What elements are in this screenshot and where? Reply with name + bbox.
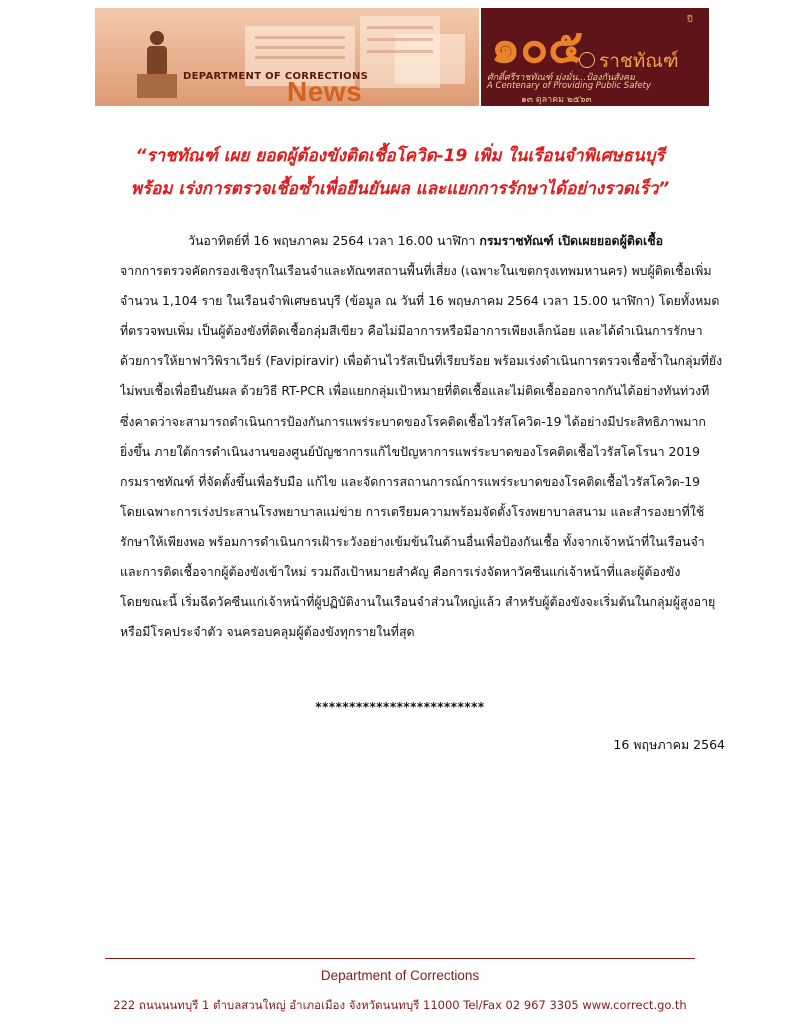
headline-line-1: “ราชทัณฑ์ เผย ยอดผู้ต้องขังติดเชื้อโควิด-19 เพิ่ม ในเรือนจำพิเศษธนบุรี: [135, 146, 665, 166]
slogan-thai: ศักดิ์ศรีราชทัณฑ์ มุ่งมั่น...ป้องกันสังคม: [487, 73, 636, 83]
body-line: หรือมีโรคประจำตัว จนครอบคลุมผู้ต้องขังทุกรายในที่สุด: [120, 624, 415, 640]
body-line: ไม่พบเชื้อเพื่อยืนยันผล ด้วยวิธี RT-PCR เพื่อแยกกลุ่มเป้าหมายที่ติดเชื้อและไม่ติดเชื้อออกจากกันได้อย่างทันท่วงที: [120, 383, 710, 399]
agency-name: ราชทัณฑ์: [599, 50, 679, 72]
body-line: โดยขณะนี้ เริ่มฉีดวัคซีนแก่เจ้าหน้าที่ผู้ปฏิบัติงานในเรือนจำส่วนใหญ่แล้ว สำหรับผู้ต้องขังจะเริ่มต้นในกลุ่มผู้สูงอายุ: [120, 594, 716, 610]
footer-divider: [105, 958, 695, 959]
centenary-emblem: [481, 8, 709, 106]
slogan-english: A Centenary of Providing Public Safety: [487, 81, 651, 91]
body-intro: วันอาทิตย์ที่ 16 พฤษภาคม 2564 เวลา 16.00 นาฬิกา: [188, 233, 480, 248]
body-line: จำนวน 1,104 ราย ในเรือนจำพิเศษธนบุรี (ข้อมูล ณ วันที่ 16 พฤษภาคม 2564 เวลา 15.00 นาฬิกา) โดยทั้งหมด: [120, 293, 720, 309]
body-line: โดยเฉพาะการเร่งประสานโรงพยาบาลแม่ข่าย การเตรียมความพร้อมจัดตั้งโรงพยาบาลสนาม และสำรองยาที่ใช้: [120, 503, 705, 519]
press-release-body: [120, 226, 732, 647]
news-wordmark: News: [287, 76, 363, 106]
body-line: ยิ่งขึ้น ภายใต้การดำเนินงานของศูนย์บัญชาการแก้ไขปัญหาการแพร่ระบาดของโรคติดเชื้อไวรัสโคโรนา 2019: [120, 443, 701, 459]
headline-line-2: พร้อม เร่งการตรวจเชื้อซ้ำเพื่อยืนยันผล และแยกการรักษาได้อย่างรวดเร็ว”: [130, 179, 670, 199]
body-line: ด้วยการให้ยาฟาวิพิราเวียร์ (Favipiravir) เพื่อต้านไวรัสเป็นที่เรียบร้อย พร้อมเร่งดำเนินการตรวจเชื้อซ้ำในกลุ่มที่ยัง: [120, 353, 723, 369]
issue-date: 16 พฤษภาคม 2564: [613, 737, 725, 752]
body-line: ซึ่งคาดว่าจะสามารถดำเนินการป้องกันการแพร่ระบาดของโรคติดเชื้อไวรัสโควิด-19 ได้อย่างมีประสิทธิภาพมาก: [120, 413, 706, 429]
footer-title: Department of Corrections: [320, 968, 480, 983]
body-line: กรมราชทัณฑ์ ที่จัดตั้งขึ้นเพื่อรับมือ แก้ไข และจัดการสถานการณ์การแพร่ระบาดของโรคติดเชื้อไวรัสโควิด-19: [120, 473, 700, 489]
department-label: DEPARTMENT OF CORRECTIONS: [183, 71, 369, 82]
body-intro-bold: กรมราชทัณฑ์ เปิดเผยยอดผู้ติดเชื้อ: [479, 233, 664, 248]
section-separator: *************************: [315, 700, 485, 714]
news-banner-photo: [95, 8, 479, 106]
guard-silhouette-icon: [137, 28, 177, 98]
header-banner: [95, 8, 709, 106]
anniversary-date: ๑๓ ตุลาคม ๒๕๖๓: [521, 95, 592, 105]
centenary-unit: ปี: [687, 15, 693, 25]
body-line: ที่ตรวจพบเพิ่ม เป็นผู้ต้องขังที่ติดเชื้อกลุ่มสีเขียว คือไม่มีอาการหรือมีอาการเพียงเล็กน้อย และได้ดำเนินการรักษา: [120, 323, 703, 339]
body-line: รักษาให้เพียงพอ พร้อมการดำเนินการเฝ้าระวังอย่างเข้มข้นในด้านอื่นเพื่อป้องกันเชื้อ ทั้งจากเจ้าหน้าที่ในเรือนจำ: [120, 533, 705, 549]
body-line: [120, 226, 732, 256]
seal-icon: [579, 52, 595, 68]
centenary-number: ๑๐๕: [491, 19, 584, 73]
body-line: และการติดเชื้อจากผู้ต้องขังเข้าใหม่ รวมถึงเป้าหมายสำคัญ คือการเร่งจัดหาวัคซีนแก่เจ้าหน้าที่และผู้ต้องขัง: [120, 564, 681, 580]
footer-address: 222 ถนนนนทบุรี 1 ตำบลสวนใหญ่ อำเภอเมือง จังหวัดนนทบุรี 11000 Tel/Fax 02 967 3305 www.correct.go.th: [113, 998, 687, 1012]
body-line: จากการตรวจคัดกรองเชิงรุกในเรือนจำและทัณฑสถานพื้นที่เสี่ยง (เฉพาะในเขตกรุงเทพมหานคร) พบผู้ติดเชื้อเพิ่ม: [120, 263, 712, 279]
